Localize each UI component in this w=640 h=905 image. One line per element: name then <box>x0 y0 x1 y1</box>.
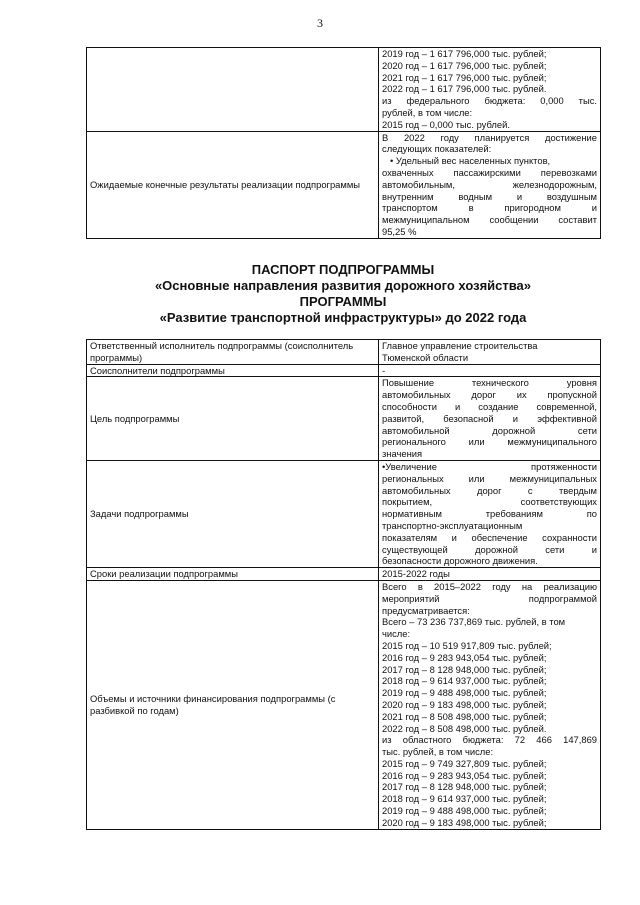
table-row <box>87 364 601 377</box>
row-value <box>379 340 601 365</box>
value-line: показателям и обеспечение сохранности <box>382 531 597 543</box>
value-line: рублей, в том числе: <box>382 106 473 118</box>
value-line: В 2022 году планируется достижение <box>382 131 597 143</box>
value-line: предусматривается: <box>382 604 470 616</box>
value-line: из федерального бюджета: 0,000 тыс. <box>382 95 597 107</box>
page-number: 3 <box>317 16 323 30</box>
value-line: автомобильной дорожной сети <box>382 424 597 436</box>
value-line: 2022 год – 1 617 796,000 тыс. рублей. <box>382 83 547 95</box>
table-row <box>87 340 601 365</box>
value-line: существующей дорожной сети и <box>382 543 597 555</box>
row-label: Цель подпрограммы <box>87 377 379 461</box>
value-line: 95,25 % <box>382 225 417 237</box>
table-row <box>87 580 601 829</box>
row-label: Сроки реализации подпрограммы <box>87 568 379 581</box>
subprogram-passport-table <box>86 339 601 830</box>
value-line: Повышение технического уровня <box>382 377 597 389</box>
value-line: транспортом в пригородном и <box>382 202 597 214</box>
title-line-3: ПРОГРАММЫ <box>299 294 387 309</box>
value-line: значения <box>382 448 423 460</box>
row-value <box>379 568 601 581</box>
value-line: 2015 год – 9 749 327,809 тыс. рублей; <box>382 757 547 769</box>
subprogram-passport-title <box>86 262 600 326</box>
value-line: 2017 год – 8 128 948,000 тыс. рублей; <box>382 663 547 675</box>
value-line: •Увеличение протяженности <box>382 460 597 472</box>
row-value <box>379 131 601 238</box>
row-label: Соисполнители подпрограммы <box>87 364 379 377</box>
row-label: Ожидаемые конечные результаты реализации подпрограммы <box>87 131 379 238</box>
value-line: развитой, безопасной и эффективной <box>382 412 597 424</box>
value-line: 2019 год – 9 488 498,000 тыс. рублей; <box>382 687 547 699</box>
value-line: Тюменской области <box>382 351 469 363</box>
value-line: Всего – 73 236 737,869 тыс. рублей, в том <box>382 616 566 628</box>
value-line: межмуниципальном сообщении составит <box>382 214 597 226</box>
value-line: из областного бюджета: 72 466 147,869 <box>382 734 597 746</box>
value-line: безопасности дорожного движения. <box>382 555 538 567</box>
value-line: автомобильных дорог их пропускной <box>382 389 597 401</box>
value-line: способности и создание современной, <box>382 400 597 412</box>
value-line: 2019 год – 9 488 498,000 тыс. рублей; <box>382 805 547 817</box>
value-line: 2016 год – 9 283 943,054 тыс. рублей; <box>382 651 547 663</box>
table-row <box>87 377 601 461</box>
value-line: 2020 год – 9 183 498,000 тыс. рублей; <box>382 816 547 828</box>
value-line: 2018 год – 9 614 937,000 тыс. рублей; <box>382 793 547 805</box>
value-line: 2018 год – 9 614 937,000 тыс. рублей; <box>382 675 547 687</box>
value-line: 2020 год – 1 617 796,000 тыс. рублей; <box>382 59 547 71</box>
row-label: Объемы и источники финансирования подпрограммы (с разбивкой по годам) <box>87 580 379 829</box>
table-row <box>87 568 601 581</box>
value-line: мероприятий подпрограммой <box>382 592 597 604</box>
value-line: покрытием, соответствующих <box>382 496 597 508</box>
value-line: 2021 год – 8 508 498,000 тыс. рублей; <box>382 710 547 722</box>
table-row <box>87 460 601 567</box>
value-line: следующих показателей: <box>382 143 492 155</box>
financing-continuation-table <box>86 47 601 239</box>
value-line: 2020 год – 9 183 498,000 тыс. рублей; <box>382 698 547 710</box>
value-line: 2015 год – 0,000 тыс. рублей. <box>382 118 510 130</box>
row-value <box>379 580 601 829</box>
row-value <box>379 377 601 461</box>
row-value <box>379 48 601 132</box>
table-row <box>87 48 601 132</box>
value-line: охваченных пассажирскими перевозками <box>382 166 597 178</box>
value-line: транспортно-эксплуатационным <box>382 519 523 531</box>
value-line: регионального или межмуниципального <box>382 436 597 448</box>
value-line: 2016 год – 9 283 943,054 тыс. рублей; <box>382 769 547 781</box>
value-line: 2017 год – 8 128 948,000 тыс. рублей; <box>382 781 547 793</box>
row-label <box>87 48 379 132</box>
value-line: 2021 год – 1 617 796,000 тыс. рублей; <box>382 71 547 83</box>
table-row <box>87 131 601 238</box>
title-line-1: ПАСПОРТ ПОДПРОГРАММЫ <box>251 262 435 277</box>
value-line: внутренним водным и воздушным <box>382 190 597 202</box>
value-line: • Удельный вес населенных пунктов, <box>390 155 551 167</box>
value-line: 2022 год – 8 508 498,000 тыс. рублей. <box>382 722 547 734</box>
row-label: Задачи подпрограммы <box>87 460 379 567</box>
row-value <box>379 364 601 377</box>
row-label: Ответственный исполнитель подпрограммы (соисполнитель программы) <box>87 340 379 365</box>
value-line: тыс. рублей, в том числе: <box>382 746 494 758</box>
value-line: 2015-2022 годы <box>382 568 450 580</box>
value-line: нормативным требованиям по <box>382 508 597 520</box>
value-line: региональных или межмуниципальных <box>382 472 597 484</box>
value-line: 2015 год – 10 519 917,809 тыс. рублей; <box>382 639 552 651</box>
value-line: Всего в 2015–2022 году на реализацию <box>382 580 597 592</box>
value-line: автомобильных дорог с твердым <box>382 484 597 496</box>
value-line: Главное управление строительства <box>382 340 538 351</box>
value-line: автомобильным, железнодорожным, <box>382 178 597 190</box>
title-line-2: «Основные направления развития дорожного хозяйства» <box>154 278 532 293</box>
title-line-4: «Развитие транспортной инфраструктуры» до 2022 года <box>159 310 527 325</box>
value-line: 2019 год – 1 617 796,000 тыс. рублей; <box>382 48 547 59</box>
row-value <box>379 460 601 567</box>
value-line: числе: <box>382 628 411 640</box>
value-line: - <box>382 364 386 376</box>
